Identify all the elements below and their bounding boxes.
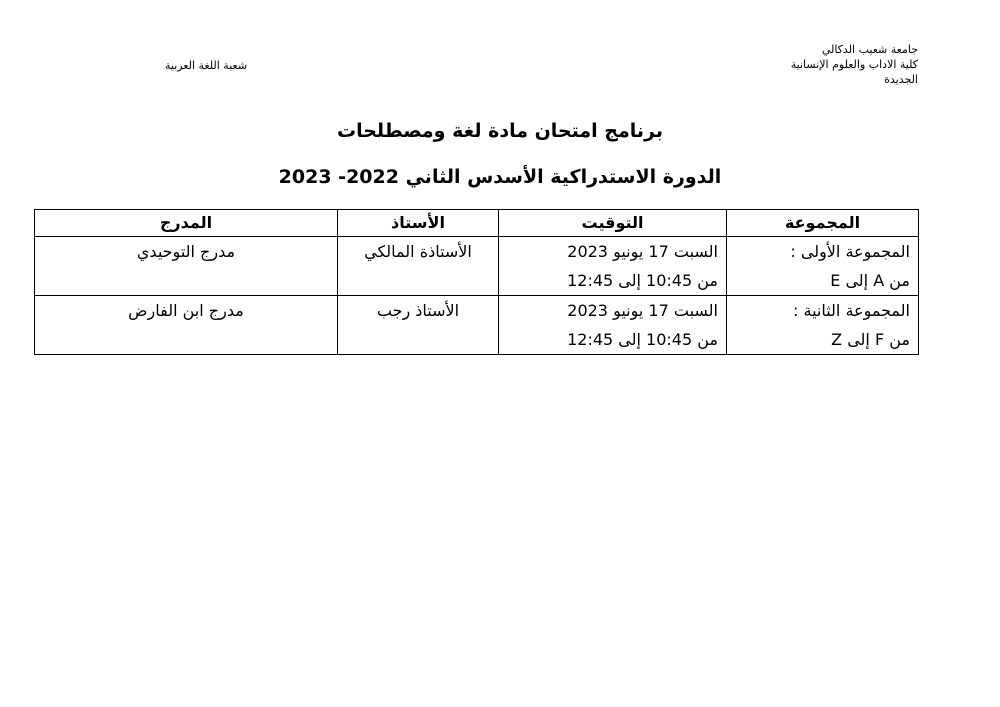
group-range: من F إلى Z — [831, 330, 910, 349]
header-professor: الأستاذ — [338, 210, 499, 237]
group-range: من A إلى E — [830, 271, 910, 290]
faculty-name: كلية الاداب والعلوم الإنسانية — [790, 58, 918, 71]
exam-schedule-table — [34, 209, 919, 355]
exam-date: السبت 17 يونيو 2023 — [567, 242, 718, 261]
professor-cell: الأستاذة المالكي — [338, 237, 499, 296]
exam-hours: من 10:45 إلى 12:45 — [567, 271, 718, 290]
time-cell — [499, 296, 727, 355]
table-row — [35, 237, 919, 296]
group-label: المجموعة الأولى : — [790, 242, 910, 261]
header-time: التوقيت — [499, 210, 727, 237]
city-name: الجديدة — [884, 73, 918, 86]
institution-header — [791, 42, 918, 87]
table-header-row — [35, 210, 919, 237]
hall-cell: مدرج ابن الفارض — [35, 296, 338, 355]
page-subtitle: الدورة الاستدراكية الأسدس الثاني 2022- 2023 — [278, 166, 722, 188]
time-cell — [499, 237, 727, 296]
group-cell — [727, 237, 919, 296]
department-name: شعبة اللغة العربية — [165, 59, 248, 72]
university-name: جامعة شعيب الدكالي — [821, 43, 918, 56]
header-hall: المدرج — [35, 210, 338, 237]
hall-cell: مدرج التوحيدي — [35, 237, 338, 296]
exam-hours: من 10:45 إلى 12:45 — [567, 330, 718, 349]
exam-date: السبت 17 يونيو 2023 — [567, 301, 718, 320]
professor-cell: الأستاذ رجب — [338, 296, 499, 355]
table-row — [35, 296, 919, 355]
page-title: برنامج امتحان مادة لغة ومصطلحات — [337, 120, 663, 142]
group-label: المجموعة الثانية : — [793, 301, 910, 320]
group-cell — [727, 296, 919, 355]
header-group: المجموعة — [727, 210, 919, 237]
